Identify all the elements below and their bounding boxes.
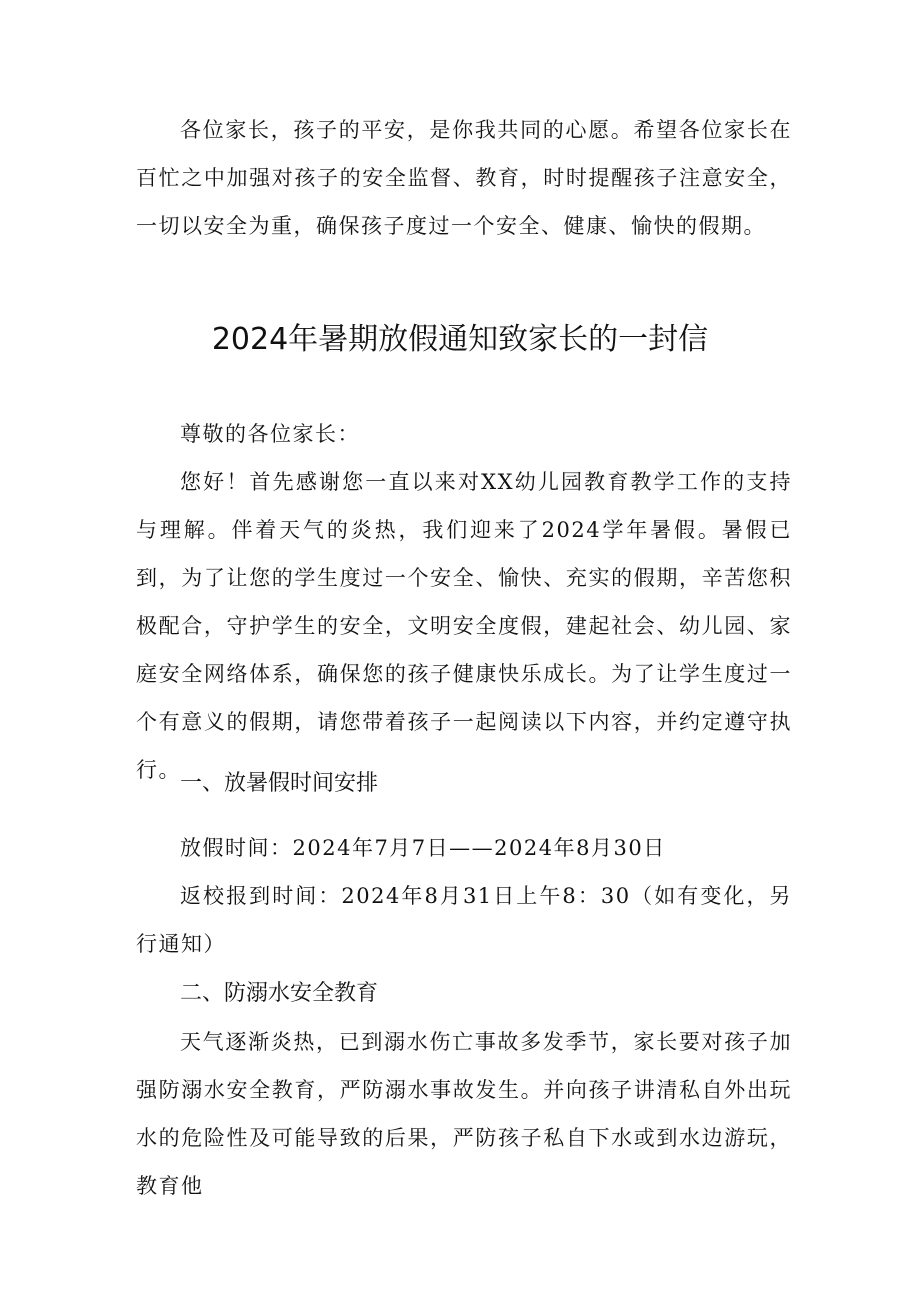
salutation: 尊敬的各位家长：	[180, 422, 360, 446]
intro-paragraph: 各位家长，孩子的平安，是你我共同的心愿。希望各位家长在百忙之中加强对孩子的安全监督、教育，时时提醒孩子注意安全，一切以安全为重，确保孩子度过一个安全、健康、愉快的假期。	[136, 118, 792, 238]
page-title: 2024年暑期放假通知致家长的一封信	[211, 322, 709, 357]
return-time: 返校报到时间：2024年8月31日上午8：30（如有变化，另行通知）	[136, 884, 792, 956]
section-heading-vacation-schedule: 一、放暑假时间安排	[180, 771, 379, 796]
body-paragraph: 您好！首先感谢您一直以来对XX幼儿园教育教学工作的支持与理解。伴着天气的炎热，我们迎来了2024学年暑假。暑假已到，为了让您的学生度过一个安全、愉快、充实的假期，辛苦您积极配合，守护学生的安全，文明安全度假，建起社会、幼儿园、家庭安全网络体系，确保您的孩子健康快乐成长。为了让学生度过一个有意义的假期，请您带着孩子一起阅读以下内容，并约定遵守执行。	[136, 470, 792, 782]
vacation-time: 放假时间：2024年7月7日——2024年8月30日	[180, 836, 666, 860]
drowning-safety-paragraph: 天气逐渐炎热，已到溺水伤亡事故多发季节，家长要对孩子加强防溺水安全教育，严防溺水事故发生。并向孩子讲清私自外出玩水的危险性及可能导致的后果，严防孩子私自下水或到水边游玩，教育他	[136, 1030, 792, 1198]
section-heading-drowning-safety: 二、防溺水安全教育	[180, 981, 379, 1006]
